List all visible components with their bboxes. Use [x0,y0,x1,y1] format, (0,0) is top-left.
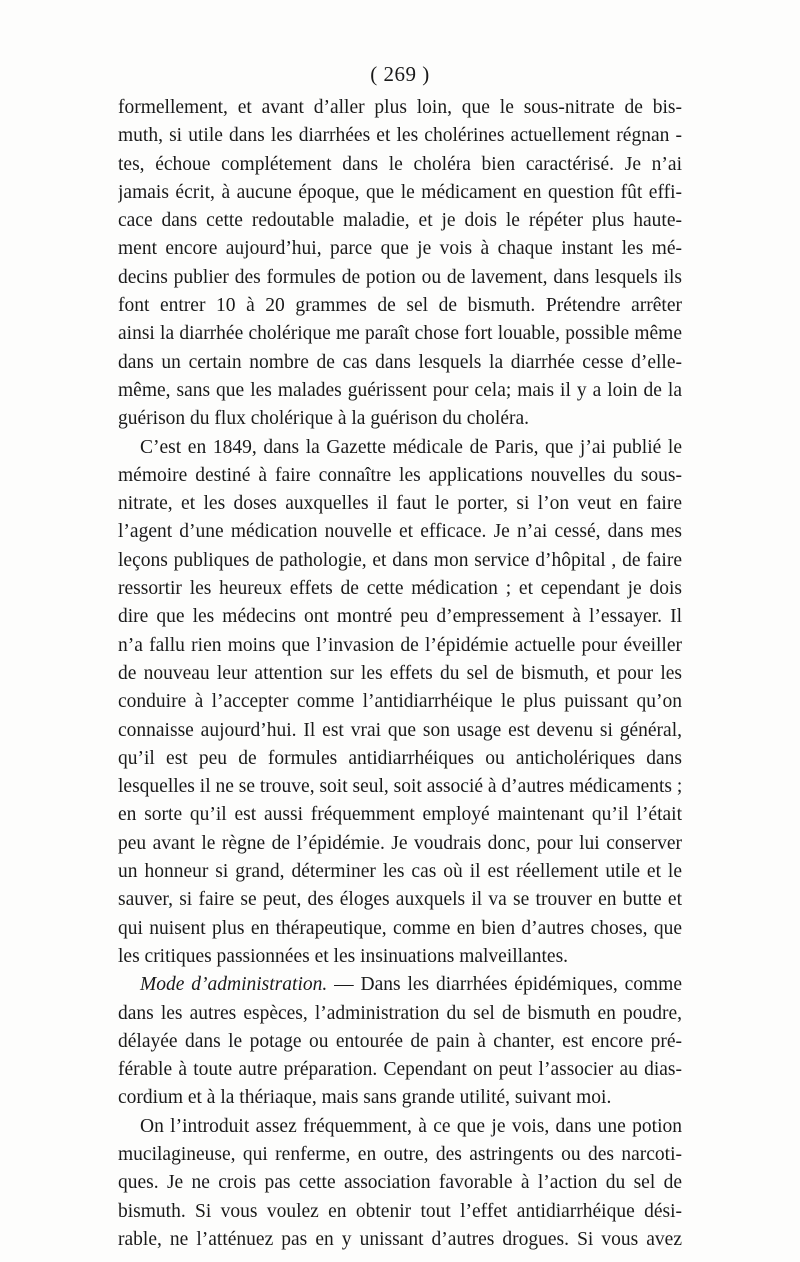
text-line: en sorte qu’il est aussi fréquemment employé maintenant qu’il l’était [118,804,682,826]
text-line: rable, ne l’atténuez pas en y unissant d’autres drogues. Si vous avez [118,1228,682,1250]
text-line: connaisse aujourd’hui. Il est vrai que son usage est devenu si général, [118,719,682,741]
text-line: de nouveau leur attention sur les effets du sel de bismuth, et pour les [118,662,682,684]
text-line: ainsi la diarrhée cholérique me paraît chose fort louable, possible même [118,323,682,345]
text-line: decins publier des formules de potion ou de lavement, dans lesquels ils [118,266,682,288]
text-line [118,971,682,999]
text-line: férable à toute autre préparation. Cependant on peut l’associer au dias- [118,1059,682,1081]
text-line: leçons publiques de pathologie, et dans mon service d’hôpital , de faire [118,549,682,571]
section-heading: Mode d’administration. [140,974,328,996]
text-line: dire que les médecins ont montré peu d’empressement à l’essayer. Il [118,606,682,628]
body-text [118,94,682,1254]
text-line: délayée dans le potage ou entourée de pain à chanter, est encore pré- [118,1030,682,1052]
text-line-content: — Dans les diarrhées épidémiques, comme [327,974,682,996]
text-line: sauver, si faire se peut, des éloges auxquels il va se trouver en butte et [118,889,682,911]
text-line: n’a fallu rien moins que l’invasion de l’épidémie actuelle pour éveiller [118,634,682,656]
text-line: peu avant le règne de l’épidémie. Je voudrais donc, pour lui conserver [118,832,682,854]
text-line: cordium et à la thériaque, mais sans grande utilité, suivant moi. [118,1087,612,1109]
text-line: formellement, et avant d’aller plus loin, que le sous-nitrate de bis- [118,97,682,118]
page-number: ( 269 ) [370,62,430,86]
text-line: tes, échoue complétement dans le choléra bien caractérisé. Je n’ai [118,153,682,175]
text-line: lesquelles il ne se trouve, soit seul, soit associé à d’autres médicaments ; [118,776,682,798]
text-line: nitrate, et les doses auxquelles il faut le porter, si l’on veut en faire [118,493,682,515]
text-line: guérison du flux cholérique à la guérison du choléra. [118,408,529,430]
text-line: l’agent d’une médication nouvelle et efficace. Je n’ai cessé, dans mes [118,521,682,543]
text-line: même, sans que les malades guérissent pour cela; mais il y a loin de la [118,379,682,401]
text-line: cace dans cette redoutable maladie, et je dois le répéter plus haute- [118,210,682,232]
text-line: les critiques passionnées et les insinuations malveillantes. [118,945,569,967]
text-line: jamais écrit, à aucune époque, que le médicament en question fût effi- [118,181,682,203]
text-line: dans les autres espèces, l’administration du sel de bismuth en poudre, [118,1002,682,1024]
text-line: mémoire destiné à faire connaître les applications nouvelles du sous- [118,464,682,486]
text-line: qui nuisent plus en thérapeutique, comme en bien d’autres choses, que [118,917,682,939]
text-line: C’est en 1849, dans la Gazette médicale de Paris, que j’ai publié le [140,436,682,458]
text-line: dans un certain nombre de cas dans lesquels la diarrhée cesse d’elle- [118,351,682,373]
text-line: mucilagineuse, qui renferme, en outre, des astringents ou des narcoti- [118,1143,682,1165]
text-line: qu’il est peu de formules antidiarrhéiques ou anticholériques dans [118,747,682,769]
text-line: un honneur si grand, déterminer les cas où il est réellement utile et le [118,861,682,883]
text-line: On l’introduit assez fréquemment, à ce que je vois, dans une potion [140,1115,682,1137]
text-line: ment encore aujourd’hui, parce que je vois à chaque instant les mé- [118,238,682,260]
text-line: ques. Je ne crois pas cette association favorable à l’action du sel de [118,1172,682,1194]
text-line: font entrer 10 à 20 grammes de sel de bismuth. Prétendre arrêter [118,295,682,317]
text-line: bismuth. Si vous voulez en obtenir tout l’effet antidiarrhéique dési- [118,1200,682,1222]
text-line: muth, si utile dans les diarrhées et les cholérines actuellement régnan - [118,125,682,147]
text-line: ressortir les heureux effets de cette médication ; et cependant je dois [118,578,682,600]
text-line: conduire à l’accepter comme l’antidiarrhéique le plus puissant qu’on [118,691,682,713]
